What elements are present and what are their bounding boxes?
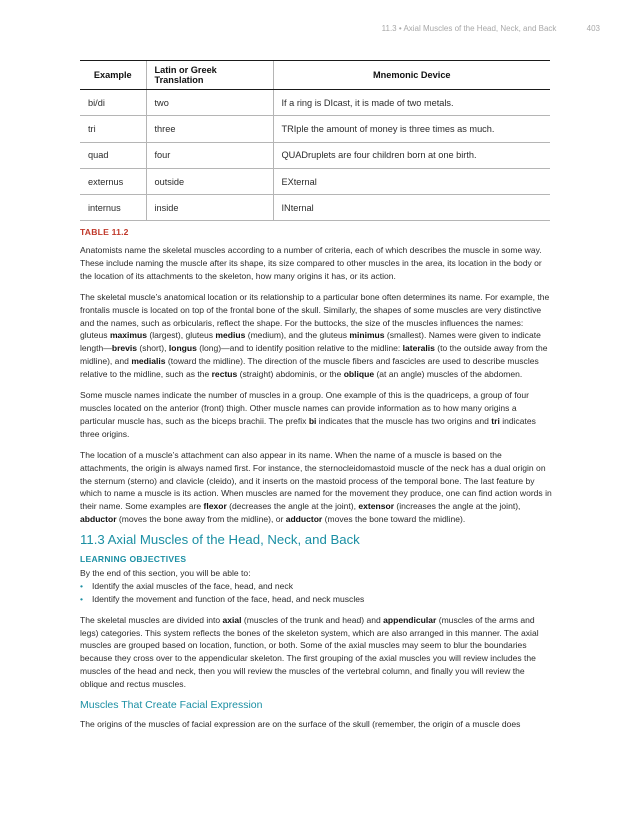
paragraph-facial-expression: The origins of the muscles of facial expression are on the surface of the skull (remember, the origin of a muscle does [80, 719, 521, 729]
table-caption: TABLE 11.2 [80, 227, 129, 237]
table-cell: tri [80, 116, 146, 142]
learning-objectives-intro: By the end of this section, you will be able to: [80, 567, 251, 578]
body-text [80, 244, 552, 739]
table-cell: internus [80, 195, 146, 221]
table-row [80, 195, 550, 221]
table-row [80, 168, 550, 194]
table-cell: If a ring is DIcast, it is made of two metals. [273, 90, 550, 116]
table-cell: quad [80, 142, 146, 168]
table-header-mnemonic: Mnemonic Device [273, 61, 550, 90]
table-cell: EXternal [273, 168, 550, 194]
page-number: 403 [586, 24, 600, 33]
table-cell: three [146, 116, 273, 142]
table-cell: INternal [273, 195, 550, 221]
table-cell: outside [146, 168, 273, 194]
learning-objectives-heading: LEARNING OBJECTIVES [80, 554, 187, 565]
running-head-title: 11.3 • Axial Muscles of the Head, Neck, and Back [381, 24, 557, 33]
subsection-title: Muscles That Create Facial Expression [80, 699, 263, 712]
section-title: 11.3 Axial Muscles of the Head, Neck, and Back [80, 532, 360, 548]
table-cell: bi/di [80, 90, 146, 116]
running-head [40, 24, 600, 33]
table-header-row [80, 61, 550, 90]
paragraph-naming-criteria: Anatomists name the skeletal muscles according to a number of criteria, each of which describes the muscle in some way. These include naming the muscle after its shape, its size compared to other muscles in the area, its location in the body or the location of its attachments to the skeleton, how many origins it has, or its action. [80, 245, 542, 281]
table-cell: two [146, 90, 273, 116]
table-cell: inside [146, 195, 273, 221]
table-header-translation: Latin or Greek Translation [146, 61, 273, 90]
list-item: • Identify the movement and function of the face, head, and neck muscles [92, 593, 552, 606]
paragraph-axial-appendicular: The skeletal muscles are divided into axial (muscles of the trunk and head) and appendicular (muscles of the arms and legs) categories. This system reflects the bones of the skeleton system, which are also arranged in this manner. The axial muscles are grouped based on location, function, or both. Some of the axial muscles may seem to blur the boundaries because they cross over to the appendicular skeleton. The first grouping of the axial muscles you will review includes the muscles of the head and neck, then you will review the muscles of the vertebral column, and finally you will review the oblique and rectus muscles. [80, 614, 539, 690]
muscle-prefix-table [80, 60, 550, 221]
paragraph-location-shape-size: The skeletal muscle’s anatomical location or its relationship to a particular bone often determines its name. For example, the frontalis muscle is located on top of the frontal bone of the skull. Similarly, the shapes of some muscles are very distinctive and the names, such as orbicularis, reflect the shape. For the buttocks, the size of the muscles influences the names: gluteus maximus (largest), gluteus medius (medium), and the gluteus minimus (smallest). Names were given to indicate length—brevis (short), longus (long)—and to identify position relative to the midline: lateralis (to the outside away from the midline), and medialis (toward the midline). The direction of the muscle fibers and fascicles are used to describe muscles relative to the midline, such as the rectus (straight) abdominis, or the oblique (at an angle) muscles of the abdomen. [80, 291, 550, 380]
table-cell: TRIple the amount of money is three times as much. [273, 116, 550, 142]
paragraph-number-of-muscles: Some muscle names indicate the number of muscles in a group. One example of this is the quadriceps, a group of four muscles located on the anterior (front) thigh. Other muscle names can provide information as to how many origins a particular muscle has, such as the biceps brachii. The prefix bi indicates that the muscle has two origins and tri indicates three origins. [80, 390, 536, 439]
learning-objectives-list [80, 580, 552, 606]
table-row [80, 142, 550, 168]
table-row [80, 90, 550, 116]
table-cell: QUADruplets are four children born at one birth. [273, 142, 550, 168]
table-header-example: Example [80, 61, 146, 90]
table-row [80, 116, 550, 142]
table-cell: externus [80, 168, 146, 194]
table-cell: four [146, 142, 273, 168]
paragraph-attachment-action: The location of a muscle’s attachment can also appear in its name. When the name of a muscle is based on the attachments, the origin is always named first. For instance, the sternocleidomastoid muscle of the neck has a dual origin on the sternum (sterno) and clavicle (cleido), and it inserts on the mastoid process of the temporal bone. The last feature by which to name a muscle is its action. When muscles are named for the movement they produce, one can find action words in their name. Some examples are flexor (decreases the angle at the joint), extensor (increases the angle at the joint), abductor (moves the bone away from the midline), or adductor (moves the bone toward the midline). [80, 449, 552, 525]
list-item: • Identify the axial muscles of the face, head, and neck [92, 580, 552, 593]
